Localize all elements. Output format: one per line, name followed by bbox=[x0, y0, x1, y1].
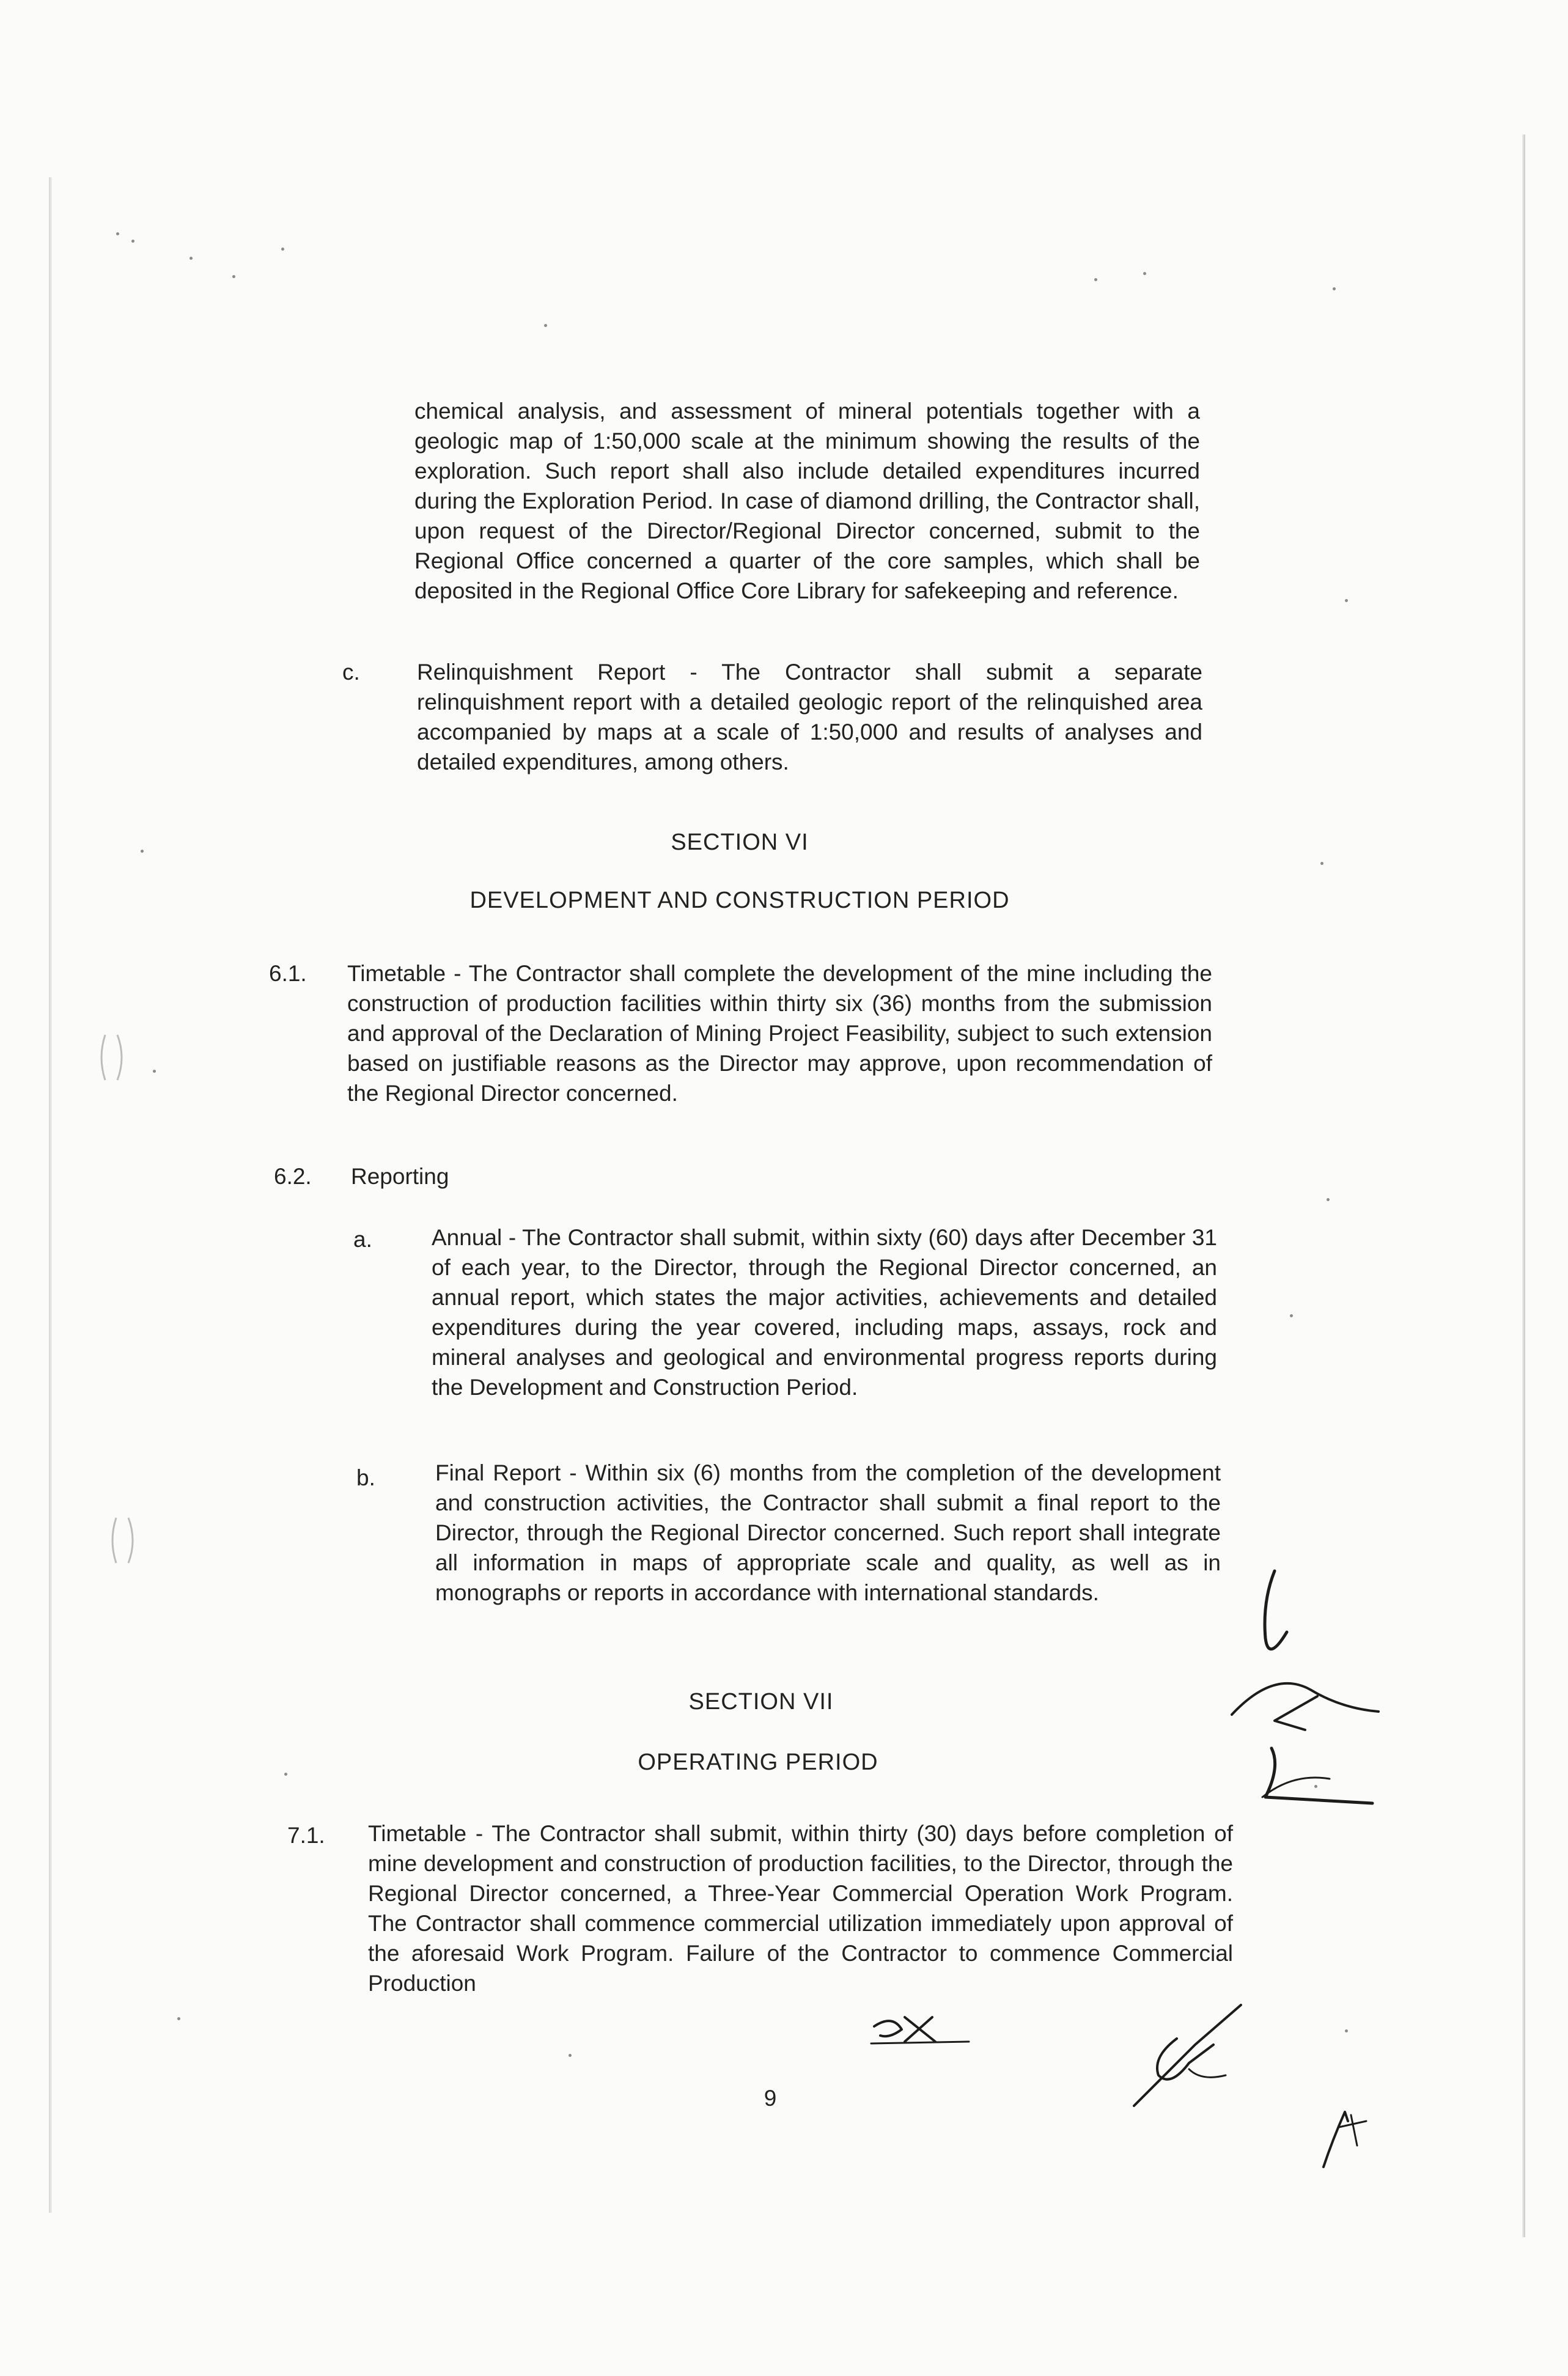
item-6-2-b-label: b. bbox=[356, 1465, 375, 1490]
handwritten-initials-margin bbox=[1220, 1565, 1385, 1822]
scan-speck bbox=[131, 240, 134, 243]
scan-speck bbox=[284, 1773, 287, 1776]
clause-6-1-number: 6.1. bbox=[269, 961, 307, 986]
scan-speck bbox=[177, 2017, 180, 2020]
section-vi-heading: SECTION VI bbox=[671, 829, 809, 855]
scan-speck bbox=[1333, 287, 1336, 290]
scan-speck bbox=[153, 1070, 156, 1073]
clause-6-1-text: Timetable - The Contractor shall complete the development of the mine including the construction of production facilities within thirty six (36) months from the submission and approval of the Declaration of Mining Project Feasibility, subject to such extension based on justifiable reasons as the Director may approve, upon recommendation of the Regional Director concerned. bbox=[347, 961, 1212, 1106]
exploration-final-report-continuation: chemical analysis, and assessment of mineral potentials together with a geologic map of 1:50,000 scale at the minimum showing the results of the exploration. Such report shall also include detailed expenditures incurred during the Exploration Period. In case of diamond drilling, the Contractor shall, upon request of the Director/Regional Director concerned, submit to the Regional Office concerned a quarter of the core samples, which shall be deposited in the Regional Office Core Library for safekeeping and reference. bbox=[414, 399, 1200, 603]
scan-speck bbox=[1345, 2029, 1348, 2032]
handwritten-initials-bottom bbox=[868, 2008, 972, 2051]
scan-speck bbox=[1290, 1314, 1293, 1317]
section-vi-title: DEVELOPMENT AND CONSTRUCTION PERIOD bbox=[469, 888, 1010, 913]
scan-speck bbox=[1143, 272, 1146, 275]
item-6-2-a-label: a. bbox=[353, 1227, 372, 1252]
clause-7-1-number: 7.1. bbox=[287, 1823, 325, 1848]
scan-speck bbox=[1320, 862, 1323, 865]
page-edge-left bbox=[49, 177, 52, 2213]
clause-7-1-text: Timetable - The Contractor shall submit, within thirty (30) days before completion of mine development and construction of production facilities, to the Director, through the Regional Director concerned, a Three-Year Commercial Operation Work Program. The Contractor shall commence commercial utilization immediately upon approval of the aforesaid Work Program. Failure of the Contractor to commence Commercial Production bbox=[368, 1821, 1233, 1996]
section-vii-heading: SECTION VII bbox=[688, 1689, 834, 1715]
scan-speck bbox=[1327, 1198, 1330, 1201]
scan-speck bbox=[116, 232, 119, 235]
scan-speck bbox=[1094, 278, 1097, 281]
handwritten-signature-bottom bbox=[1122, 2002, 1244, 2112]
scan-speck bbox=[141, 850, 144, 853]
clause-6-2-number: 6.2. bbox=[274, 1164, 312, 1189]
clause-6-2-title: Reporting bbox=[351, 1164, 449, 1189]
scan-speck bbox=[569, 2054, 572, 2057]
page-edge-right bbox=[1522, 134, 1525, 2237]
punch-hole-bottom bbox=[108, 1513, 137, 1568]
relinquishment-report-text: Relinquishment Report - The Contractor shall submit a separate relinquishment report with a detailed geologic report of the relinquished area accompanied by maps at a scale of 1:50,000 and results of analyses and detailed expenditures, among others. bbox=[417, 660, 1202, 774]
handwritten-mark-corner bbox=[1314, 2103, 1369, 2170]
punch-hole-top bbox=[97, 1030, 126, 1085]
scan-speck bbox=[232, 275, 235, 278]
final-report-text: Final Report - Within six (6) months from the completion of the development and construction activities, the Contractor shall submit a final report to the Director, through the Regional Director concerned. Such report shall integrate all information in maps of appropriate scale and quality, as well as in monographs or reports in accordance with international standards. bbox=[435, 1460, 1221, 1605]
page-number: 9 bbox=[764, 2086, 777, 2111]
item-c-label: c. bbox=[342, 660, 360, 685]
annual-report-text: Annual - The Contractor shall submit, within sixty (60) days after December 31 of each year, to the Director, through the Regional Director concerned, an annual report, which states the major activities, achievements and detailed expenditures during the year covered, including maps, assays, rock and mineral analyses and geological and environmental progress reports during the Development and Construction Period. bbox=[432, 1225, 1217, 1400]
scan-speck bbox=[544, 324, 547, 327]
scan-speck bbox=[281, 248, 284, 251]
scan-speck bbox=[1345, 599, 1348, 602]
scan-speck bbox=[190, 257, 193, 260]
section-vii-title: OPERATING PERIOD bbox=[638, 1749, 878, 1775]
